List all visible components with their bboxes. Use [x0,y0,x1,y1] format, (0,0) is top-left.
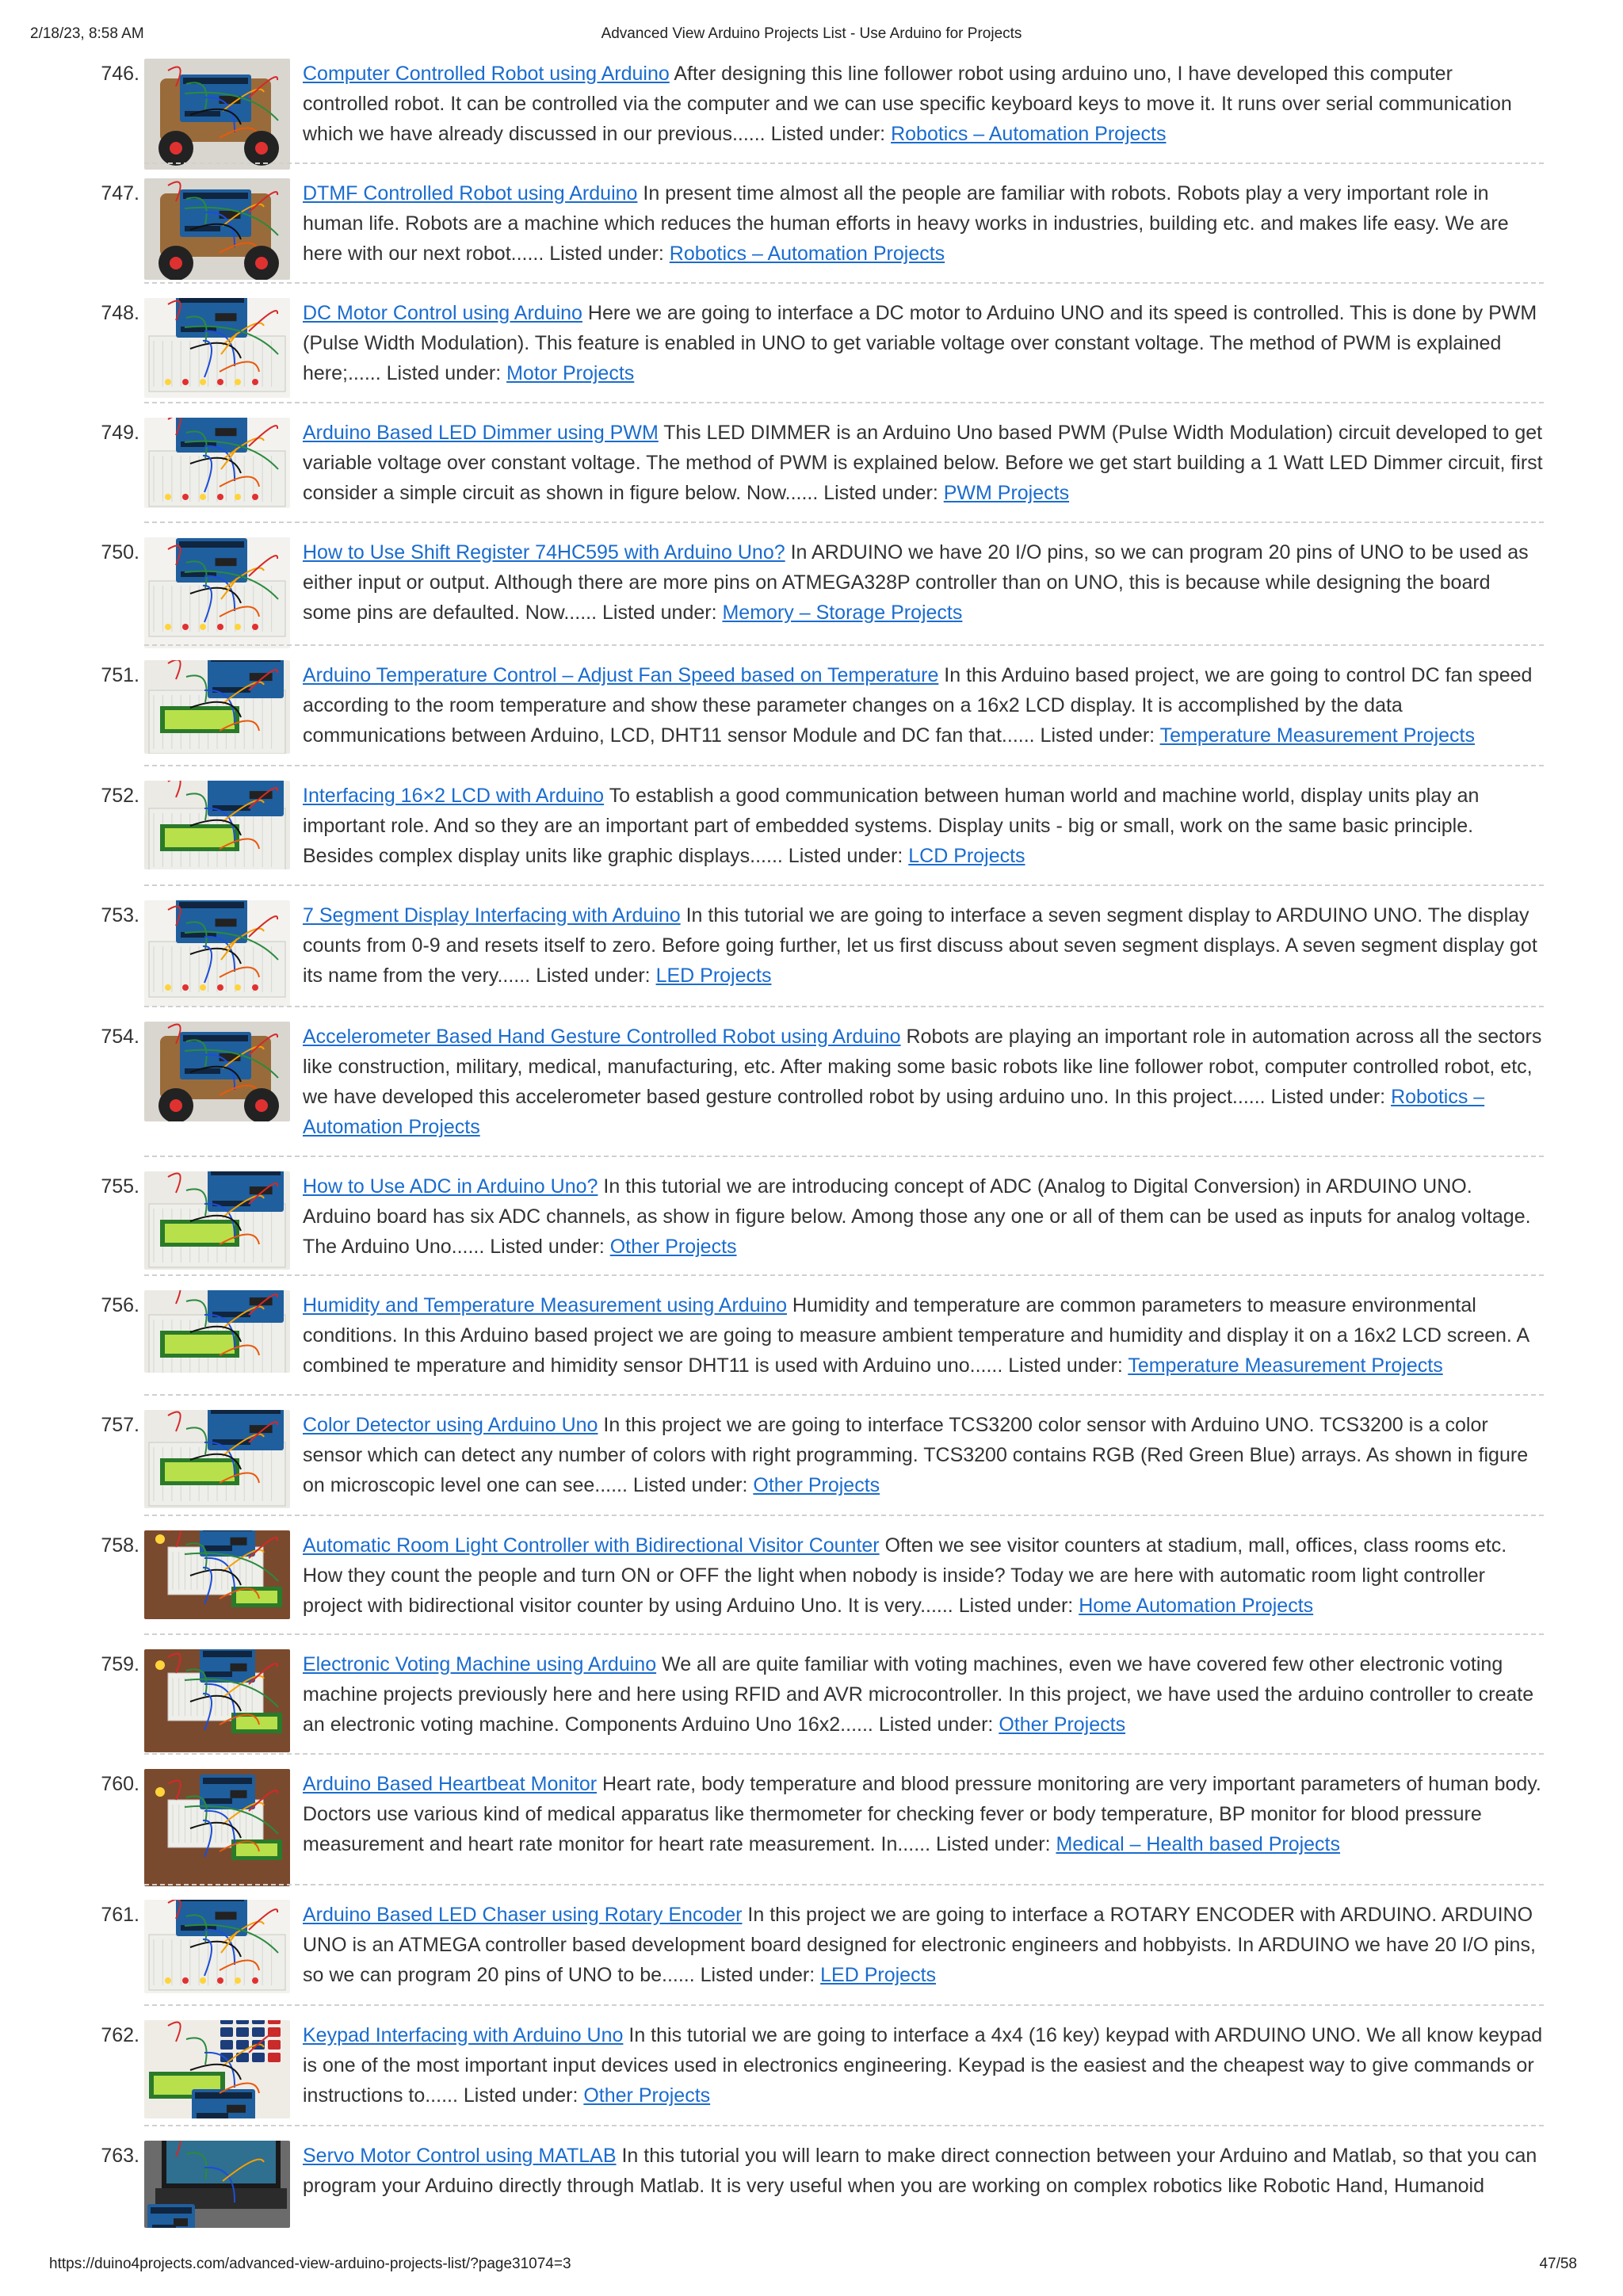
project-summary: Humidity and temperature are common parameters to measure environmental conditions. In this Arduino based project we are going to measure ambient temperature and humidity and display it on a 16x2 LCD screen. A combined te mperature and himidity sensor DHT11 is used with Arduino uno...... [303,1294,1529,1377]
category-link[interactable]: LCD Projects [908,845,1025,867]
listed-under-label: Listed under: [818,482,944,504]
project-title-link[interactable]: Servo Motor Control using MATLAB [303,2145,617,2167]
project-summary: After designing this line follower robot using arduino uno, I have developed this computer controlled robot. It can be controlled via the computer and we can use specific keyboard keys to move it. It runs over serial communication which we have already discussed in our previous...... [303,63,1512,145]
project-title-link[interactable]: Arduino Temperature Control – Adjust Fan Speed based on Temperature [303,664,939,686]
project-description [303,537,1544,628]
item-separator [144,1884,1544,1885]
print-datetime: 2/18/23, 8:58 AM [30,25,144,42]
project-title-link[interactable]: Interfacing 16×2 LCD with Arduino [303,785,605,807]
item-separator [144,1006,1544,1007]
project-thumbnail[interactable] [144,781,290,869]
project-thumbnail[interactable] [144,2141,290,2228]
project-description [303,1900,1544,1990]
item-separator [144,1633,1544,1635]
listed-under-label: Listed under: [530,965,656,987]
project-summary: Here we are going to interface a DC motor to Arduino UNO and its speed is controlled. This is done by PWM (Pulse Width Modulation). This feature is enabled in UNO to get variable voltage over constant voltage. The method of PWM is explained here;...... [303,302,1537,384]
category-link[interactable]: PWM Projects [943,482,1070,504]
listed-under-label: Listed under: [457,2084,584,2107]
item-number: 751. [101,664,139,686]
project-thumbnail[interactable] [144,1649,290,1752]
category-link[interactable]: Other Projects [753,1474,880,1496]
listed-under-label: Listed under: [782,845,909,867]
project-title-link[interactable]: Humidity and Temperature Measurement using Arduino [303,1294,787,1316]
project-summary: In this tutorial you will learn to make direct connection between your Arduino and Matlab, so that you can program your Arduino directly through Matlab. It is very useful when you are working on complex robotics like Robotic Hand, Humanoid [303,2145,1537,2197]
project-summary: In this tutorial we are going to interface a seven segment display to ARDUINO UNO. The display counts from 0-9 and resets itself to zero. Before going further, let us first discuss about seven segment displays. A seven segment display got its name from the very...... [303,904,1537,987]
project-thumbnail[interactable] [144,900,290,1007]
project-summary: Heart rate, body temperature and blood pressure monitoring are very important parameters of human body. Doctors use various kind of medical apparatus like thermometer for checking fever or body temperature, BP monitor for blood pressure measurement and heart rate monitor for heart rate measurement. In...... [303,1773,1541,1855]
category-link[interactable]: LED Projects [655,965,772,987]
project-thumbnail[interactable] [144,1769,290,1886]
listed-under-label: Listed under: [1034,724,1160,747]
project-description [303,298,1544,388]
project-summary: Often we see visitor counters at stadium, mall, offices, class rooms etc. How they count the people and turn ON or OFF the light when nobody is inside? Today we are here with automatic room light controller project with bidirectional visitor counter by using Arduino Uno. It is very...... [303,1534,1507,1617]
item-separator [144,1156,1544,1157]
category-link[interactable]: Other Projects [609,1236,737,1258]
item-separator [144,884,1544,886]
project-thumbnail[interactable] [144,178,290,280]
wood-board-photo [144,1530,290,1619]
item-number: 754. [101,1026,139,1048]
project-title-link[interactable]: Color Detector using Arduino Uno [303,1414,598,1436]
project-description [303,1290,1544,1381]
project-thumbnail[interactable] [144,537,290,648]
listed-under-label: Listed under: [765,123,892,145]
breadboard-photo [144,1900,290,1993]
item-separator [144,644,1544,646]
project-title-link[interactable]: Computer Controlled Robot using Arduino [303,63,670,85]
category-link[interactable]: Other Projects [999,1713,1126,1736]
item-number: 755. [101,1175,139,1198]
listed-under-label: Listed under: [597,602,723,624]
project-title-link[interactable]: How to Use Shift Register 74HC595 with Arduino Uno? [303,541,785,563]
category-link[interactable]: Robotics – Automation Projects [669,243,945,265]
project-thumbnail[interactable] [144,1290,290,1373]
item-separator [144,1394,1544,1396]
laptop-photo [144,2141,290,2228]
category-link[interactable]: Memory – Storage Projects [722,602,963,624]
project-description [303,660,1544,751]
item-number: 747. [101,182,139,204]
breadboard-photo [144,537,290,648]
item-separator [144,2004,1544,2006]
project-title-link[interactable]: Automatic Room Light Controller with Bidirectional Visitor Counter [303,1534,880,1557]
listed-under-label: Listed under: [930,1833,1056,1855]
project-description [303,900,1544,991]
project-summary: In ARDUINO we have 20 I/O pins, so we can program 20 pins of UNO to be used as either input or output. Although there are more pins on ATMEGA328P controller than on UNO, this is because while designing the board some pins are defaulted. Now...... [303,541,1529,624]
listed-under-label: Listed under: [484,1236,610,1258]
project-thumbnail[interactable] [144,1530,290,1619]
item-separator [144,765,1544,766]
breadboard-photo [144,298,290,398]
item-number: 759. [101,1653,139,1675]
item-number: 752. [101,785,139,807]
project-summary: In this tutorial we are introducing concept of ADC (Analog to Digital Conversion) in ARDUINO UNO. Arduino board has six ADC channels, as show in figure below. Among those any one or all of them can be used as inputs for analog voltage. The Arduino Uno...... [303,1175,1531,1258]
project-description [303,1649,1544,1740]
project-title-link[interactable]: Arduino Based Heartbeat Monitor [303,1773,598,1795]
breadboard-photo [144,900,290,1007]
project-summary: In this project we are going to interface TCS3200 color sensor with Arduino UNO. TCS3200 is a color sensor which can detect any number of colors with right programming. TCS3200 contains RGB (Red Green Blue) arrays. As shown in figure on microscopic level one can see...... [303,1414,1529,1496]
item-separator [144,2125,1544,2126]
project-thumbnail[interactable] [144,298,290,398]
project-description [303,178,1544,269]
robot-car-photo [144,178,290,280]
project-description [303,1171,1544,1262]
item-number: 753. [101,904,139,926]
wood-board-photo [144,1649,290,1752]
project-summary: In this Arduino based project, we are going to control DC fan speed according to the room temperature and show these parameter changes on a 16x2 LCD display. It is accomplished by the data communications between Arduino, LCD, DHT11 sensor Module and DC fan that...... [303,664,1533,747]
project-summary: We all are quite familiar with voting machines, even we have covered few other electronic voting machine projects previously here and here using RFID and AVR microcontroller. In this project, we have used the arduino controller to create an electronic voting machine. Components Arduino Uno 16x2...... [303,1653,1534,1736]
robot-car-photo [144,59,290,170]
project-title-link[interactable]: Electronic Voting Machine using Arduino [303,1653,657,1675]
project-summary: In present time almost all the people are familiar with robots. Robots play a very important role in human life. Robots are a machine which reduces the human efforts in heavy works in industries, building etc. and makes life easy. We are here with our next robot...... [303,182,1509,265]
listed-under-label: Listed under: [953,1595,1079,1617]
project-title-link[interactable]: DTMF Controlled Robot using Arduino [303,182,638,204]
project-description [303,781,1544,871]
category-link[interactable]: Robotics – Automation Projects [891,123,1167,145]
project-description [303,2020,1544,2111]
project-description [303,1769,1544,1859]
item-separator [144,1274,1544,1276]
project-title-link[interactable]: 7 Segment Display Interfacing with Arduino [303,904,681,926]
item-number: 761. [101,1904,139,1926]
item-number: 760. [101,1773,139,1795]
robot-car-photo [144,1022,290,1121]
project-title-link[interactable]: Arduino Based LED Dimmer using PWM [303,422,659,444]
item-separator [144,402,1544,403]
item-number: 746. [101,63,139,85]
item-number: 750. [101,541,139,563]
wood-board-photo [144,1769,290,1886]
project-title-link[interactable]: Arduino Based LED Chaser using Rotary Encoder [303,1904,743,1926]
listed-under-label: Listed under: [380,362,507,384]
item-separator [144,162,1544,164]
item-separator [144,1515,1544,1516]
project-thumbnail[interactable] [144,1900,290,1993]
item-number: 749. [101,422,139,444]
item-number: 763. [101,2145,139,2167]
print-url: https://duino4projects.com/advanced-view-arduino-projects-list/?page31074=3 [49,2256,571,2272]
item-separator [144,521,1544,523]
lcd-photo [144,781,290,869]
category-link[interactable]: Home Automation Projects [1079,1595,1314,1617]
project-title-link[interactable]: How to Use ADC in Arduino Uno? [303,1175,598,1198]
listed-under-label: Listed under: [627,1474,754,1496]
project-thumbnail[interactable] [144,59,290,170]
project-thumbnail[interactable] [144,418,290,508]
lcd-photo [144,1410,290,1508]
print-page-title: Advanced View Arduino Projects List - Use Arduino for Projects [601,25,1022,42]
category-link[interactable]: Motor Projects [506,362,635,384]
category-link[interactable]: Robotics – Automation Projects [303,1086,1485,1138]
breadboard-photo [144,418,290,508]
keypad-photo [144,2020,290,2118]
project-summary: In this tutorial we are going to interface a 4x4 (16 key) keypad with ARDUINO UNO. We all know keypad is one of the most important input devices used in electronics engineering. Keypad is the easiest and the cheapest way to give commands or instructions to...... [303,2024,1543,2107]
project-description [303,418,1544,508]
project-summary: To establish a good communication between human world and machine world, display units play an important role. And so they are an important part of embedded systems. Display units - big or small, work on the same basic principle. Besides complex display units like graphic displays...... [303,785,1480,867]
category-link[interactable]: Temperature Measurement Projects [1128,1354,1443,1377]
project-title-link[interactable]: DC Motor Control using Arduino [303,302,582,324]
project-description [303,1410,1544,1500]
lcd-photo [144,660,290,754]
project-thumbnail[interactable] [144,1171,290,1270]
category-link[interactable]: Medical – Health based Projects [1056,1833,1341,1855]
print-page-number: 47/58 [1539,2256,1577,2272]
listed-under-label: Listed under: [873,1713,999,1736]
item-number: 757. [101,1414,139,1436]
project-title-link[interactable]: Keypad Interfacing with Arduino Uno [303,2024,624,2046]
lcd-photo [144,1290,290,1373]
project-summary: Robots are playing an important role in automation across all the sectors like construction, military, medical, manufacturing, etc. After making some basic robots like line follower robot, computer controlled robot, etc, we have developed this accelerometer based gesture controlled robot by using arduino uno. In this project...... [303,1026,1542,1108]
project-thumbnail[interactable] [144,2020,290,2118]
category-link[interactable]: LED Projects [820,1964,937,1986]
item-number: 762. [101,2024,139,2046]
project-thumbnail[interactable] [144,1410,290,1508]
project-thumbnail[interactable] [144,1022,290,1121]
listed-under-label: Listed under: [1002,1354,1128,1377]
item-separator [144,1753,1544,1755]
item-number: 756. [101,1294,139,1316]
listed-under-label: Listed under: [1265,1086,1392,1108]
listed-under-label: Listed under: [694,1964,821,1986]
project-description [303,1022,1544,1142]
category-link[interactable]: Other Projects [583,2084,711,2107]
listed-under-label: Listed under: [544,243,670,265]
print-footer [0,2256,1623,2279]
item-number: 758. [101,1534,139,1557]
lcd-photo [144,1171,290,1270]
project-thumbnail[interactable] [144,660,290,754]
project-title-link[interactable]: Accelerometer Based Hand Gesture Controlled Robot using Arduino [303,1026,901,1048]
project-summary: This LED DIMMER is an Arduino Uno based PWM (Pulse Width Modulation) circuit developed to get variable voltage over constant voltage. The method of PWM is explained below. Before we get start building a 1 Watt LED Dimmer circuit, first consider a simple circuit as shown in figure below. Now...... [303,422,1543,504]
category-link[interactable]: Temperature Measurement Projects [1159,724,1475,747]
project-summary: In this project we are going to interface a ROTARY ENCODER with ARDUINO. ARDUINO UNO is an ATMEGA controller based development board designed for electronic engineers and hobbyists. In ARDUINO we have 20 I/O pins, so we can program 20 pins of UNO to be...... [303,1904,1536,1986]
item-number: 748. [101,302,139,324]
item-separator [144,282,1544,284]
project-description [303,1530,1544,1621]
project-description [303,59,1544,149]
project-description [303,2141,1544,2201]
